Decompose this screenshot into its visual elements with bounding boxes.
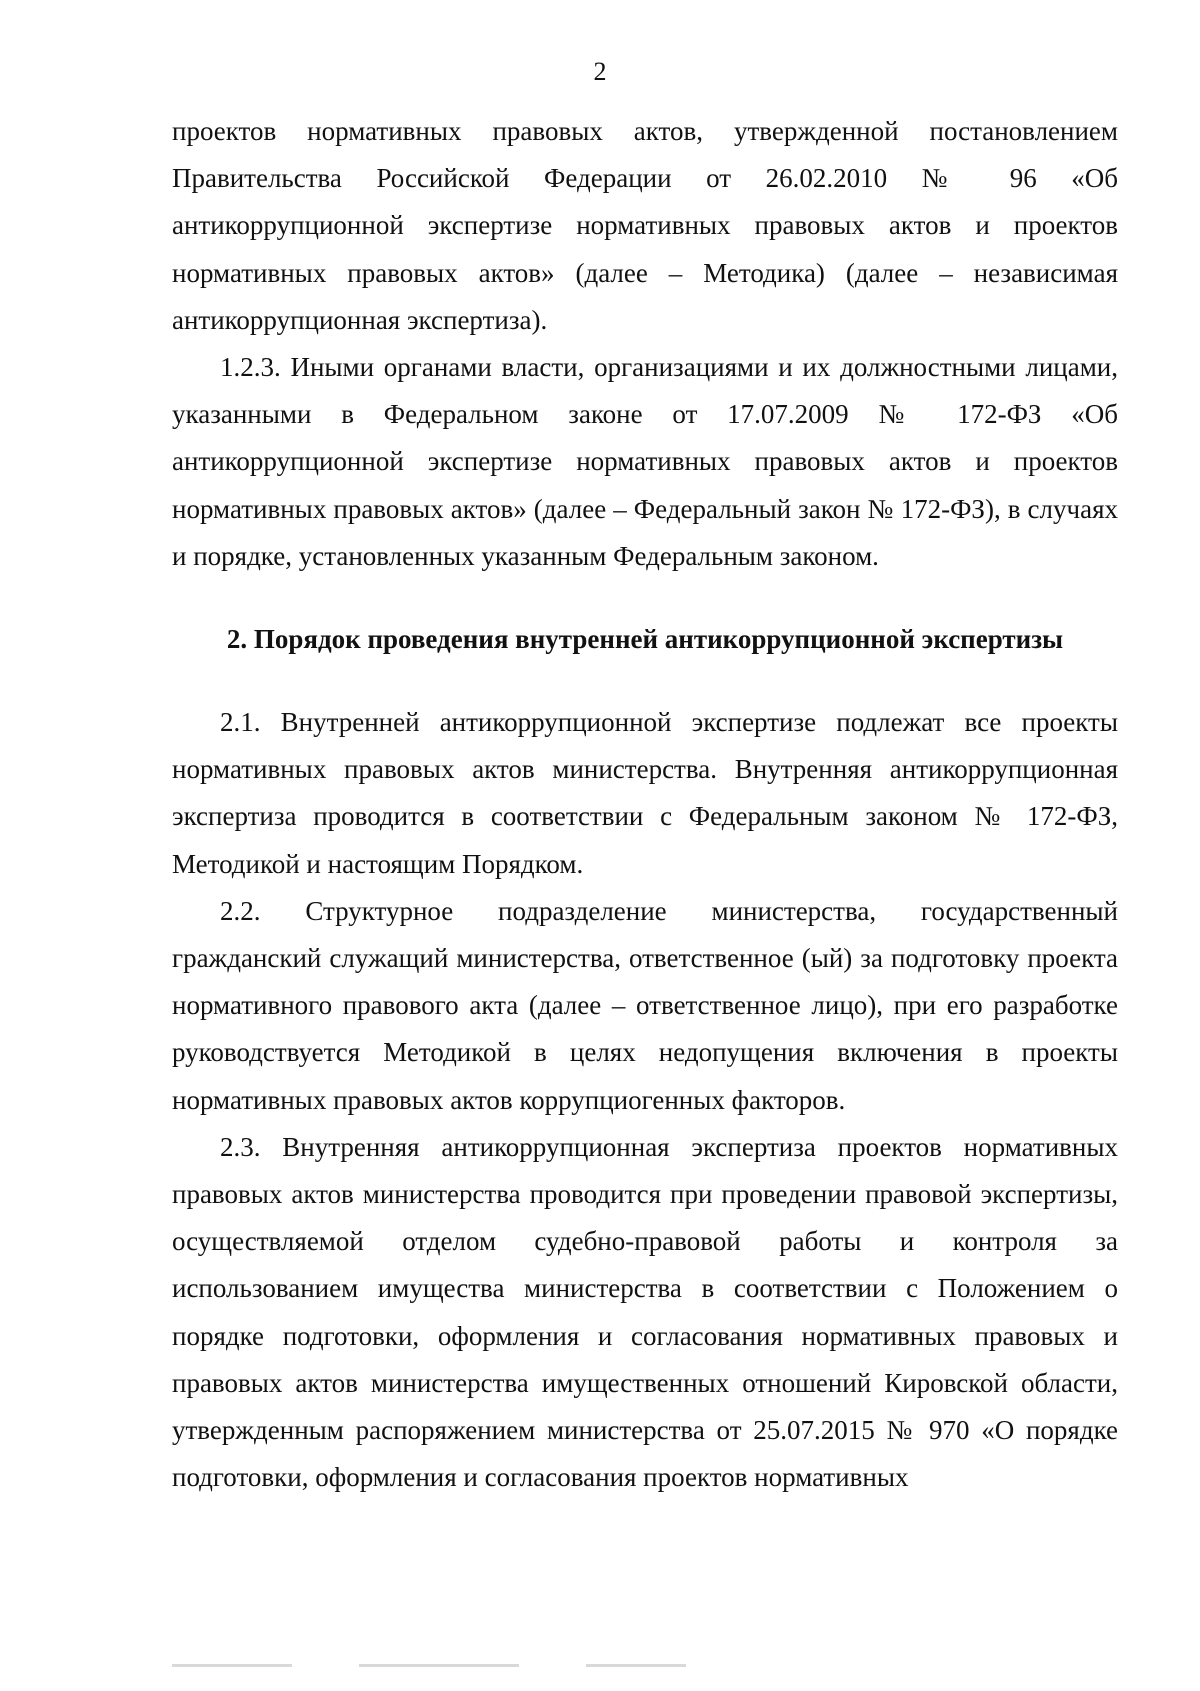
section-heading: 2. Порядок проведения внутренней антикоррупционной экспертизы	[226, 624, 1064, 655]
paragraph-continuation: проектов нормативных правовых актов, утвержденной постановлением Правительства Российской Федерации от 26.02.2010 № 96 «Об антикоррупционной экспертизе нормативных правовых актов и проектов нормативных правовых актов» (далее – Методика) (далее – независимая антикоррупционная экспертиза).	[172, 116, 1118, 335]
paragraph-2-3: 2.3. Внутренняя антикоррупционная экспертиза проектов нормативных правовых актов министерства проводится при проведении правовой экспертизы, осуществляемой отделом судебно-правовой работы и контроля за использованием имущества министерства в соответствии с Положением о порядке подготовки, оформления и согласования нормативных правовых и правовых актов министерства имущественных отношений Кировской области, утвержденным распоряжением министерства от 25.07.2015 № 970 «О порядке подготовки, оформления и согласования проектов нормативных	[172, 1131, 1118, 1493]
paragraph-2-1: 2.1. Внутренней антикоррупционной экспертизе подлежат все проекты нормативных правовых актов министерства. Внутренняя антикоррупционная экспертиза проводится в соответствии с Федеральным законом № 172-ФЗ, Методикой и настоящим Порядком.	[172, 707, 1118, 879]
scan-bottom-edge	[172, 1664, 1118, 1674]
scan-artifact	[172, 1664, 292, 1667]
page-number: 2	[593, 57, 607, 86]
scan-artifact	[359, 1664, 519, 1667]
document-body	[172, 108, 1118, 1501]
paragraph-2-2: 2.2. Структурное подразделение министерства, государственный гражданский служащий министерства, ответственное (ый) за подготовку проекта нормативного правового акта (далее – ответственное лицо), при его разработке руководствуется Методикой в целях недопущения включения в проекты нормативных правовых актов коррупциогенных факторов.	[172, 895, 1118, 1115]
paragraph-1-2-3: 1.2.3. Иными органами власти, организациями и их должностными лицами, указанными в Федеральном законе от 17.07.2009 № 172-ФЗ «Об антикоррупционной экспертизе нормативных правовых актов и проектов нормативных правовых актов» (далее – Федеральный закон № 172-ФЗ), в случаях и порядке, установленных указанным Федеральным законом.	[172, 352, 1118, 571]
scan-artifact	[586, 1664, 686, 1667]
